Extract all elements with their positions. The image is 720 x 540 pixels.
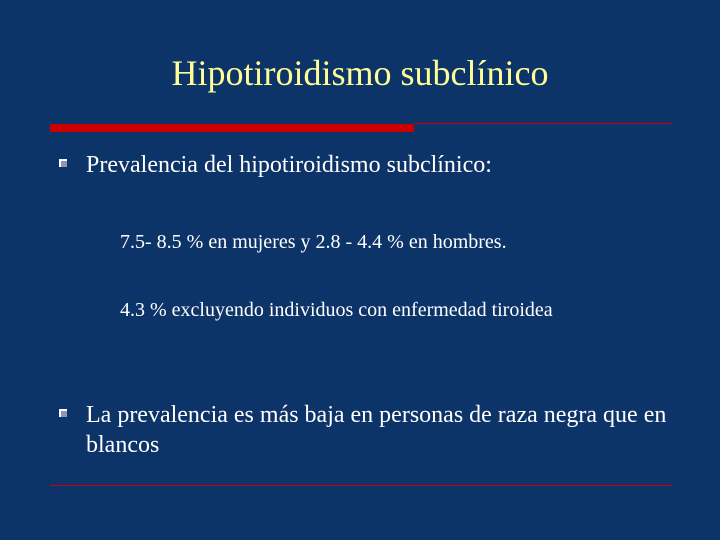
bullet-text: La prevalencia es más baja en personas de raza negra que en blancos — [86, 402, 667, 458]
bullet-item-prevalence — [86, 150, 686, 180]
bullet-text: Prevalencia del hipotiroidismo subclínico: — [86, 152, 492, 178]
title-underline-thin — [414, 123, 672, 124]
title-underline-thick — [50, 124, 414, 132]
square-bullet-icon — [58, 408, 68, 418]
slide-title: Hipotiroidismo subclínico — [171, 53, 549, 93]
sub-item-excluding-thyroid: 4.3 % excluyendo individuos con enfermedad tiroidea — [120, 299, 553, 321]
bottom-divider — [50, 485, 672, 486]
sub-item-women-men: 7.5- 8.5 % en mujeres y 2.8 - 4.4 % en hombres. — [120, 231, 507, 253]
square-bullet-icon — [58, 158, 68, 168]
bullet-item-race — [86, 400, 686, 460]
